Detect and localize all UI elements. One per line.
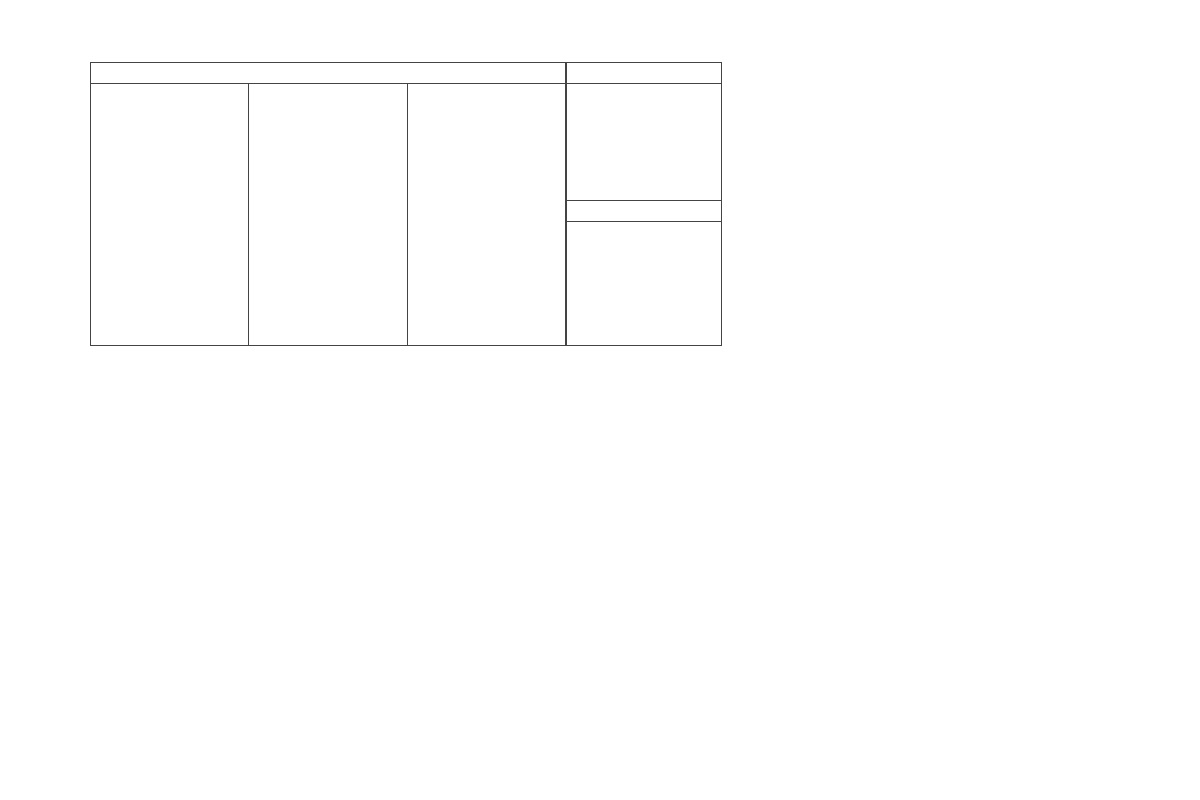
- horoscope-wheel: [100, 368, 590, 768]
- aspect-col-divider-2: [407, 84, 408, 346]
- direct-header-bar: [566, 200, 722, 222]
- aspect-panel: [90, 62, 566, 346]
- aspect-col-divider-1: [248, 84, 249, 346]
- direct-item: [580, 230, 587, 244]
- weekly-ephemeris-chart: [756, 34, 1200, 798]
- moon-void-header-bar: [566, 62, 722, 84]
- aspect-header-bar: [90, 62, 566, 84]
